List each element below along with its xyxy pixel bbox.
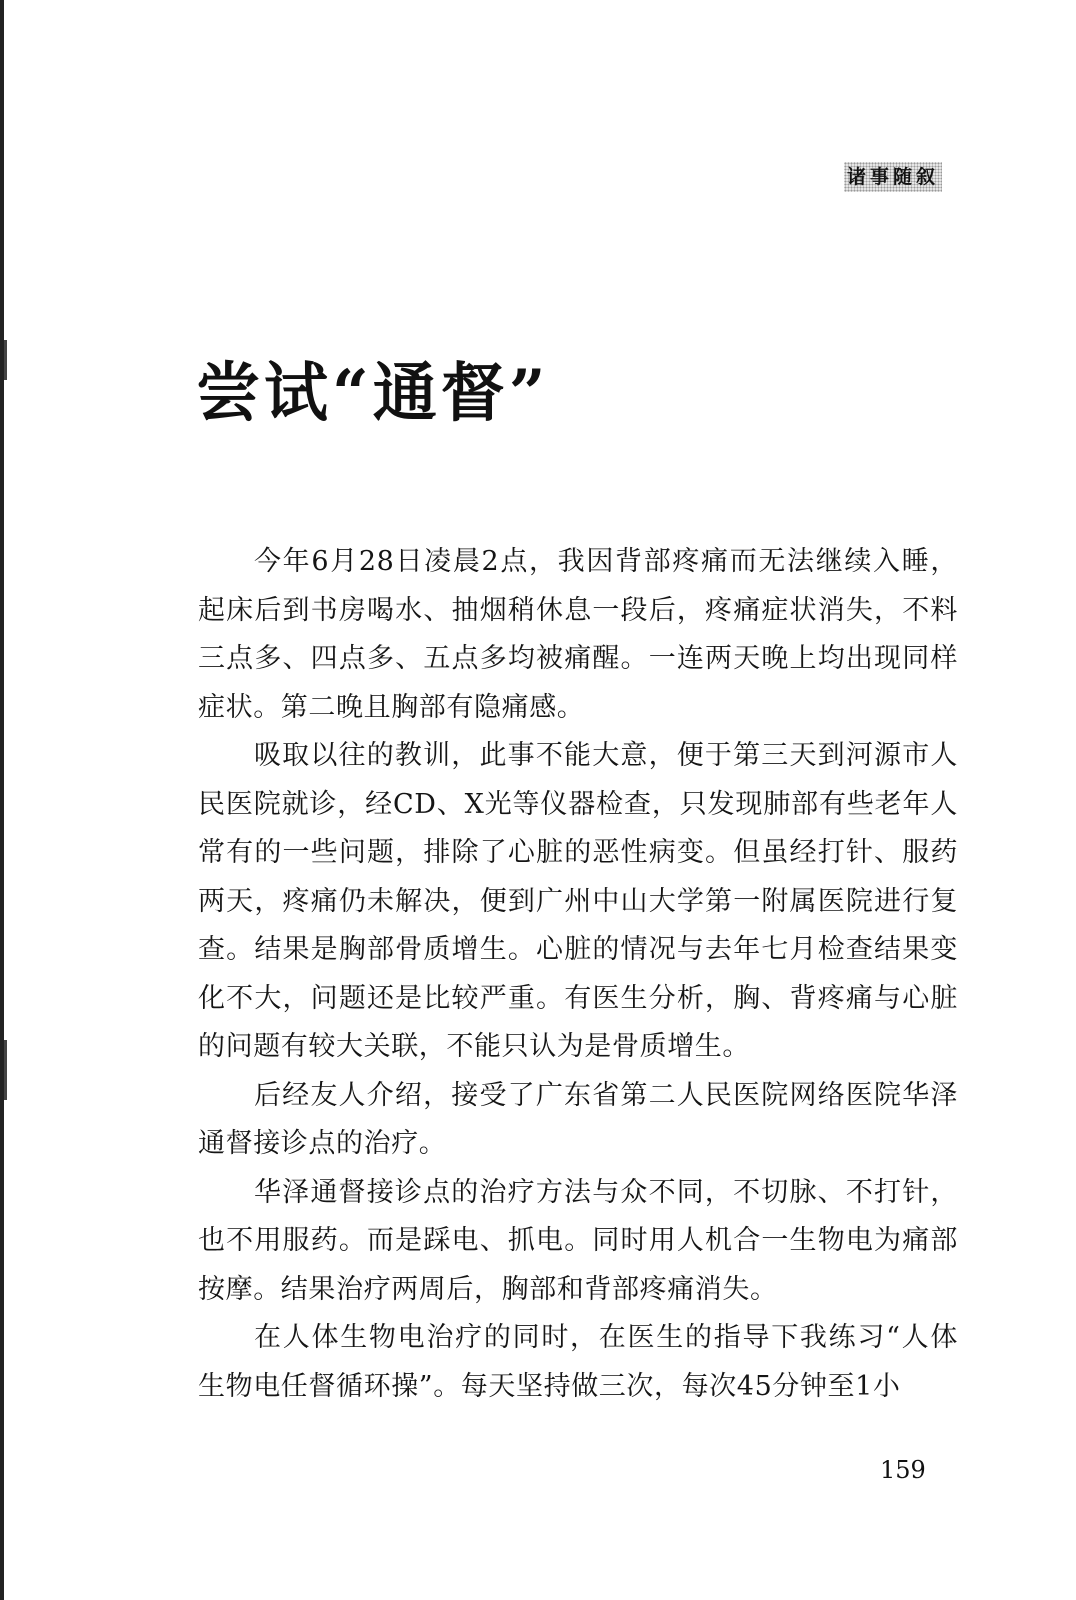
paragraph: 今年6月28日凌晨2点，我因背部疼痛而无法继续入睡，起床后到书房喝水、抽烟稍休息一段后，疼痛症状消失，不料三点多、四点多、五点多均被痛醒。一连两天晚上均出现同样症状。第二晚且胸部有隐痛感。 [198,546,958,723]
page-number: 159 [880,1456,926,1484]
section-tag: 诸事随叙 [844,162,942,192]
paragraph: 后经友人介绍，接受了广东省第二人民医院网络医院华泽通督接诊点的治疗。 [198,1079,958,1159]
article-title: 尝试“通督” [196,356,550,431]
binding-edge [0,0,4,1600]
paragraph: 吸取以往的教训，此事不能大意，便于第三天到河源市人民医院就诊，经CD、X光等仪器检查，只发现肺部有些老年人常有的一些问题，排除了心脏的恶性病变。但虽经打针、服药两天，疼痛仍未解决，便到广州中山大学第一附属医院进行复查。结果是胸部骨质增生。心脏的情况与去年七月检查结果变化不大，问题还是比较严重。有医生分析，胸、背疼痛与心脏的问题有较大关联，不能只认为是骨质增生。 [198,740,958,1062]
scan-mark [4,1040,7,1100]
scan-mark [4,340,7,380]
paragraph: 华泽通督接诊点的治疗方法与众不同，不切脉、不打针，也不用服药。而是踩电、抓电。同时用人机合一生物电为痛部按摩。结果治疗两周后，胸部和背部疼痛消失。 [198,1176,958,1305]
article-body [198,538,958,1411]
paragraph: 在人体生物电治疗的同时，在医生的指导下我练习“人体生物电任督循环操”。每天坚持做三次，每次45分钟至1小 [198,1322,958,1402]
